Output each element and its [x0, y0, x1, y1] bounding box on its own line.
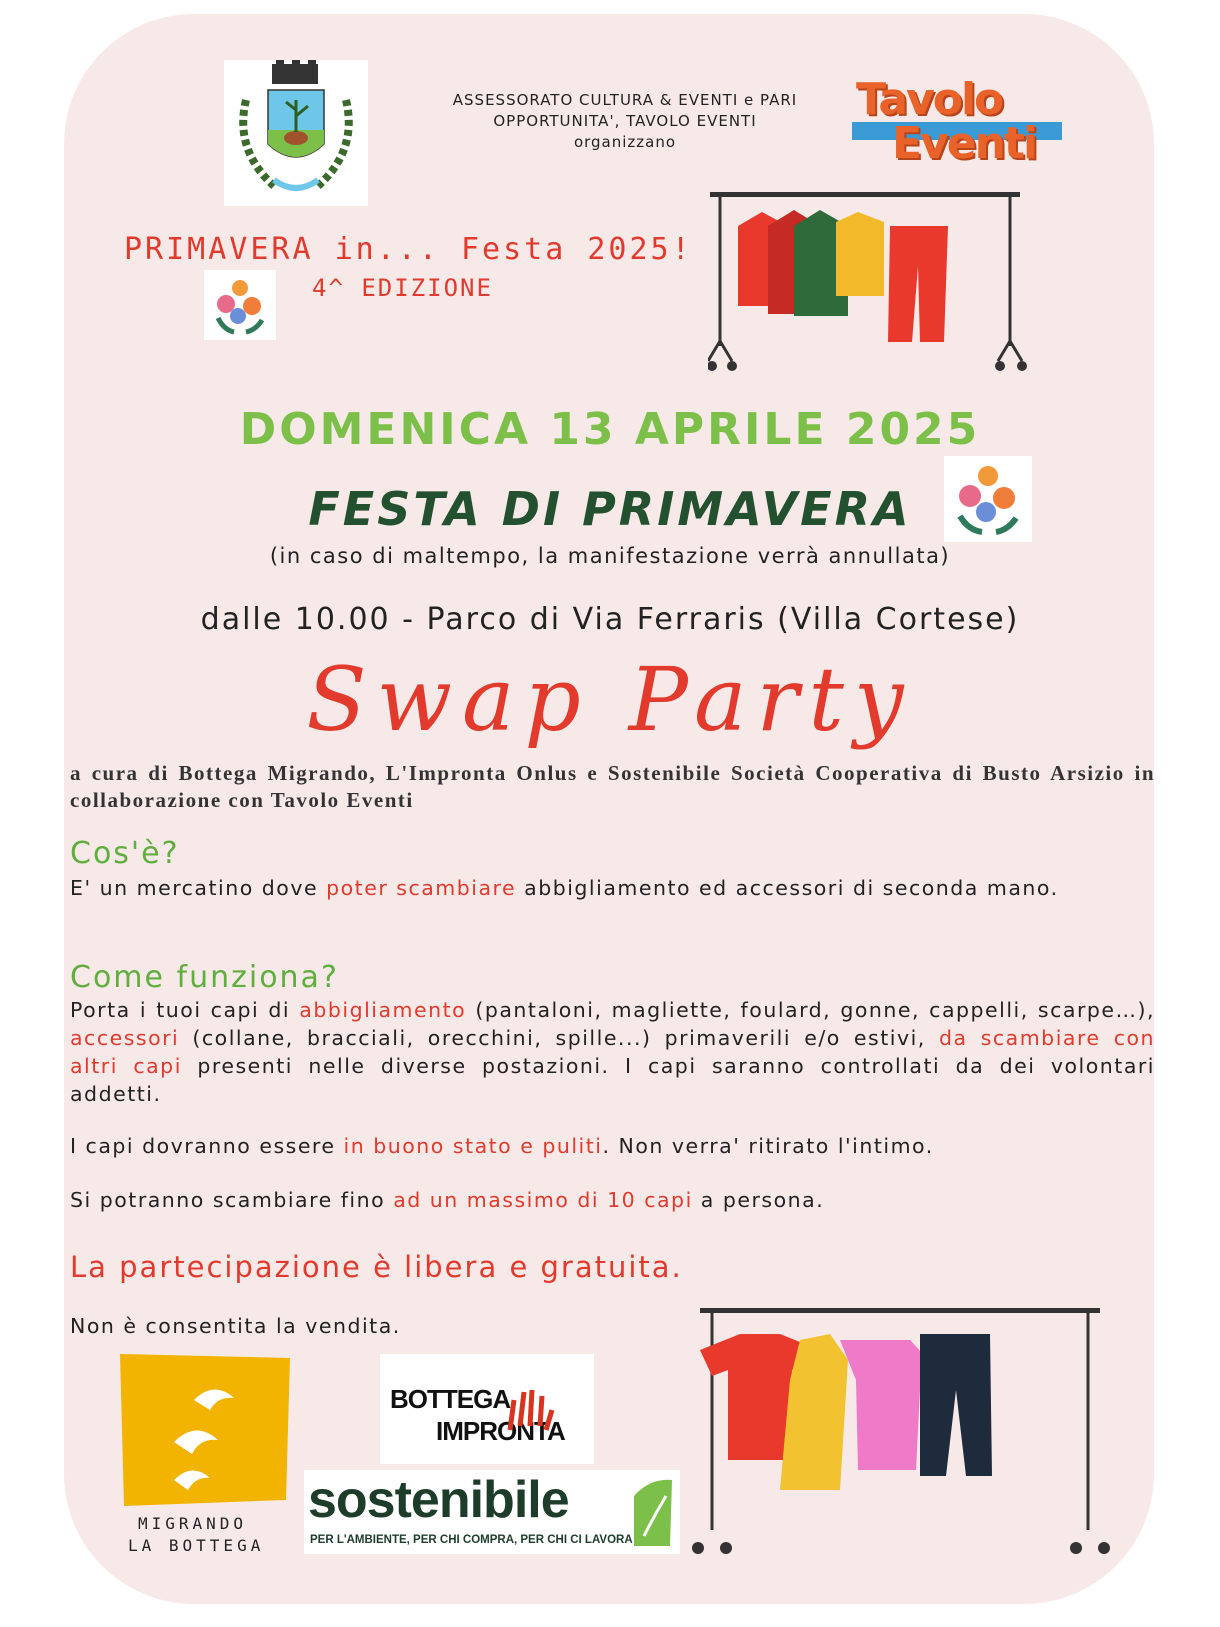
swap-party-title: Swap Party [306, 648, 914, 751]
text-run: E' un mercatino dove [70, 876, 327, 900]
impronta-logo-word: IMPRONTA [436, 1416, 565, 1446]
highlight-text: ad un massimo di 10 capi [393, 1188, 693, 1212]
text-run: (pantaloni, magliette, foulard, gonne, cappelli, scarpe…), [466, 998, 1156, 1022]
organizers-line-1: ASSESSORATO CULTURA & EVENTI e PARI [452, 91, 798, 109]
municipal-crest-logo [224, 60, 368, 206]
eventi-logo-word: Eventi [892, 118, 1037, 169]
flower-bouquet-icon [204, 270, 276, 340]
event-name: FESTA DI PRIMAVERA [308, 482, 912, 536]
what-paragraph [70, 874, 1155, 902]
tavolo-logo-word: Tavolo [856, 74, 1003, 125]
highlight-text: poter scambiare [326, 876, 517, 900]
migrando-logo-line-2: LA BOTTEGA [128, 1536, 265, 1555]
sostenibile-logo-word: sostenibile [308, 1471, 569, 1529]
organizers-line-2: OPPORTUNITA', TAVOLO EVENTI [493, 112, 757, 130]
free-participation: La partecipazione è libera e gratuita. [70, 1250, 683, 1284]
highlight-text: accessori [70, 1026, 180, 1050]
text-run: I capi dovranno essere [70, 1134, 344, 1158]
no-sale-note: Non è consentita la vendita. [70, 1314, 401, 1338]
text-run: abbigliamento ed accessori di seconda mano. [516, 876, 1059, 900]
flower-bouquet-icon [944, 456, 1032, 542]
condition-paragraph [70, 1132, 1155, 1160]
text-run: Porta i tuoi capi di [70, 998, 300, 1022]
sostenibile-logo [304, 1470, 680, 1554]
text-run: a persona. [692, 1188, 825, 1212]
highlight-text: abbigliamento [299, 998, 467, 1022]
text-run: (collane, bracciali, orecchini, spille...) primaverili e/o estivi, [179, 1026, 939, 1050]
edition-label: 4^ EDIZIONE [312, 274, 493, 302]
how-paragraph [70, 996, 1155, 1108]
bottega-impronta-logo [380, 1354, 594, 1464]
sostenibile-tagline: PER L'AMBIENTE, PER CHI COMPRA, PER CHI CI LAVORA [310, 1534, 633, 1546]
migrando-logo-line-1: MIGRANDO [138, 1514, 248, 1533]
weather-note: (in caso di maltempo, la manifestazione verrà annullata) [269, 544, 951, 568]
bottega-logo-word: BOTTEGA [390, 1384, 511, 1414]
hand-print-icon [500, 1380, 556, 1436]
text-run: Si potranno scambiare fino [70, 1188, 394, 1212]
tavolo-eventi-logo [852, 74, 1062, 174]
highlight-text: in buono stato e puliti [343, 1134, 603, 1158]
leaf-icon [630, 1476, 674, 1548]
highlight-text: da scambiare con altri capi [70, 1026, 1156, 1078]
text-run: . Non verra' ritirato l'intimo. [602, 1134, 934, 1158]
curated-by-text: a cura di Bottega Migrando, L'Impronta Onlus e Sostenibile Società Cooperativa di Busto Arsizio in collaborazione con Tavolo Eventi [70, 761, 1155, 812]
migrando-bottega-logo [114, 1350, 294, 1560]
how-heading: Come funziona? [70, 960, 339, 995]
event-date: DOMENICA 13 APRILE 2025 [239, 404, 981, 455]
clothing-rack-illustration [708, 186, 1028, 376]
organizers-text [400, 90, 850, 153]
text-run: presenti nelle diverse postazioni. I capi saranno controllati da dei volontari addetti. [70, 1054, 1156, 1106]
time-and-place: dalle 10.00 - Parco di Via Ferraris (Villa Cortese) [200, 602, 1020, 637]
organizers-line-3: organizzano [573, 133, 677, 151]
max-items-paragraph [70, 1186, 1155, 1214]
clothing-rack-illustration [680, 1300, 1120, 1562]
what-heading: Cos'è? [70, 836, 180, 871]
series-title: PRIMAVERA in... Festa 2025! [124, 232, 693, 267]
